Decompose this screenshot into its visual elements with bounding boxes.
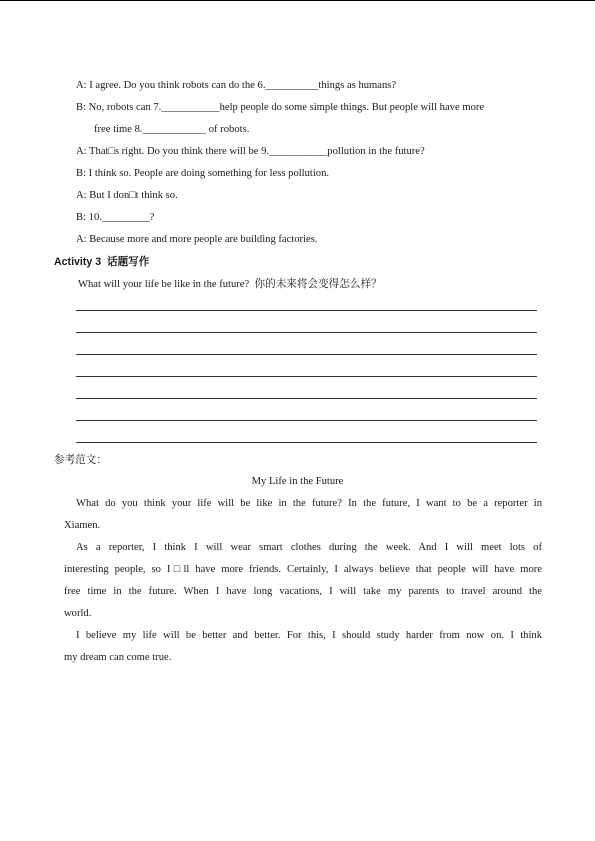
header-rule	[0, 0, 595, 1]
essay-line-7: I believe my life will be better and better. For this, I should study harder from now on. I think	[76, 630, 542, 641]
activity-prompt	[78, 277, 382, 292]
prompt-cn: 你的未来将会变得怎么样？	[254, 278, 382, 290]
dialogue-line-8: A: Because more and more people are building factories.	[76, 234, 318, 245]
writing-line[interactable]	[76, 442, 537, 443]
essay-line-2: Xiamen.	[64, 520, 101, 531]
dialogue-line-6: A: But I don□t think so.	[76, 190, 178, 201]
dialogue-line-1: A: I agree. Do you think robots can do the 6.__________things as humans?	[76, 80, 397, 91]
sample-title: My Life in the Future	[251, 476, 344, 487]
essay-line-8: my dream can come true.	[64, 652, 172, 663]
dialogue-line-5: B: I think so. People are doing something for less pollution.	[76, 168, 330, 179]
writing-line[interactable]	[76, 310, 537, 311]
essay-line-3: As a reporter, I think I will wear smart clothes during the week. And I will meet lots of	[76, 542, 542, 553]
essay-line-1: What do you think your life will be like in the future? In the future, I want to be a reporter in	[76, 498, 542, 509]
prompt-en: What will your life be like in the future?	[78, 279, 250, 290]
writing-line[interactable]	[76, 420, 537, 421]
dialogue-line-3: free time 8.____________ of robots.	[94, 124, 250, 135]
writing-line[interactable]	[76, 354, 537, 355]
dialogue-line-2: B: No, robots can 7.___________help people do some simple things. But people will have more	[76, 102, 485, 113]
essay-line-6: world.	[64, 608, 92, 619]
dialogue-line-4: A: That□s right. Do you think there will be 9.___________pollution in the future?	[76, 146, 425, 157]
essay-line-4: interesting people, so I□ll have more friends. Certainly, I always believe that people will have more	[64, 564, 542, 575]
dialogue-line-7: B: 10._________?	[76, 212, 155, 223]
writing-line[interactable]	[76, 398, 537, 399]
activity-title: Activity 3	[54, 256, 102, 268]
writing-line[interactable]	[76, 376, 537, 377]
activity-heading	[54, 255, 149, 269]
activity-title-cn: 话题写作	[107, 256, 150, 268]
writing-line[interactable]	[76, 332, 537, 333]
sample-label: 参考范文：	[54, 454, 107, 466]
essay-line-5: free time in the future. When I have long vacations, I will take my parents to travel around the	[64, 586, 542, 597]
